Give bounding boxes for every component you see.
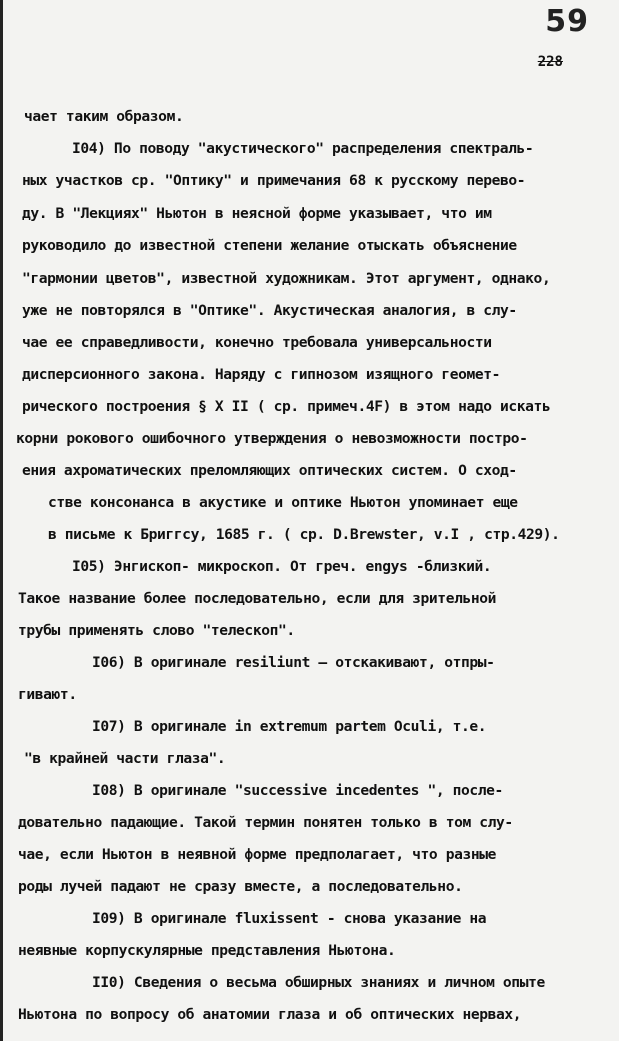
- text-line: гивают.: [18, 686, 77, 703]
- text-line: I05) Энгископ- микроскоп. От греч. engys -близкий.: [72, 558, 492, 575]
- text-line: довательно падающие. Такой термин понятен только в том слу-: [18, 814, 513, 831]
- text-line: неявные корпускулярные представления Ньютона.: [18, 942, 396, 959]
- text-line: II0) Сведения о весьма обширных знаниях и личном опыте: [92, 974, 545, 991]
- text-line: рического построения § X II ( ср. примеч.4F) в этом надо искать: [22, 398, 551, 415]
- text-line: I09) В оригинале fluxissent - снова указание на: [92, 910, 487, 927]
- text-line: чае, если Ньютон в неявной форме предполагает, что разные: [18, 846, 497, 863]
- text-line: I07) В оригинале in extremum partem Oculi, т.е.: [92, 718, 487, 735]
- text-line: уже не повторялся в "Оптике". Акустическая аналогия, в слу-: [22, 302, 517, 319]
- text-line: I04) По поводу "акустического" распределения спектраль-: [72, 140, 534, 157]
- text-line: чае ее справедливости, конечно требовала универсальности: [22, 334, 492, 351]
- text-line: трубы применять слово "телескоп".: [18, 622, 295, 639]
- handwritten-page-number: 59: [545, 4, 589, 39]
- typed-page-number: 228: [537, 54, 563, 70]
- text-line: корни рокового ошибочного утверждения о невозможности постро-: [16, 430, 528, 447]
- text-line: "гармонии цветов", известной художникам. Этот аргумент, однако,: [22, 270, 551, 287]
- text-line: ных участков ср. "Оптику" и примечания 68 к русскому перево-: [22, 172, 526, 189]
- text-line: "в крайней части глаза".: [24, 750, 226, 767]
- text-line: Ньютона по вопросу об анатомии глаза и об оптических нервах,: [18, 1006, 522, 1023]
- text-line: стве консонанса в акустике и оптике Ньютон упоминает еще: [48, 494, 518, 511]
- text-line: ду. В "Лекциях" Ньютон в неясной форме указывает, что им: [22, 205, 492, 222]
- text-line: Такое название более последовательно, если для зрительной: [18, 590, 497, 607]
- text-line: ения ахроматических преломляющих оптических систем. О сход-: [22, 462, 517, 479]
- text-line: I06) В оригинале resiliunt — отскакивают, отпры-: [92, 654, 495, 671]
- text-line: в письме к Бриггсу, 1685 г. ( ср. D.Brewster, v.I , стр.429).: [48, 526, 560, 543]
- page-left-edge: [0, 0, 3, 1041]
- text-line: I08) В оригинале "successive incedentes ", после-: [92, 782, 503, 799]
- text-line: роды лучей падают не сразу вместе, а последовательно.: [18, 878, 463, 895]
- text-line: чает таким образом.: [24, 108, 184, 125]
- text-line: дисперсионного закона. Наряду с гипнозом изящного геомет-: [22, 366, 501, 383]
- text-line: руководило до известной степени желание отыскать объяснение: [22, 237, 517, 254]
